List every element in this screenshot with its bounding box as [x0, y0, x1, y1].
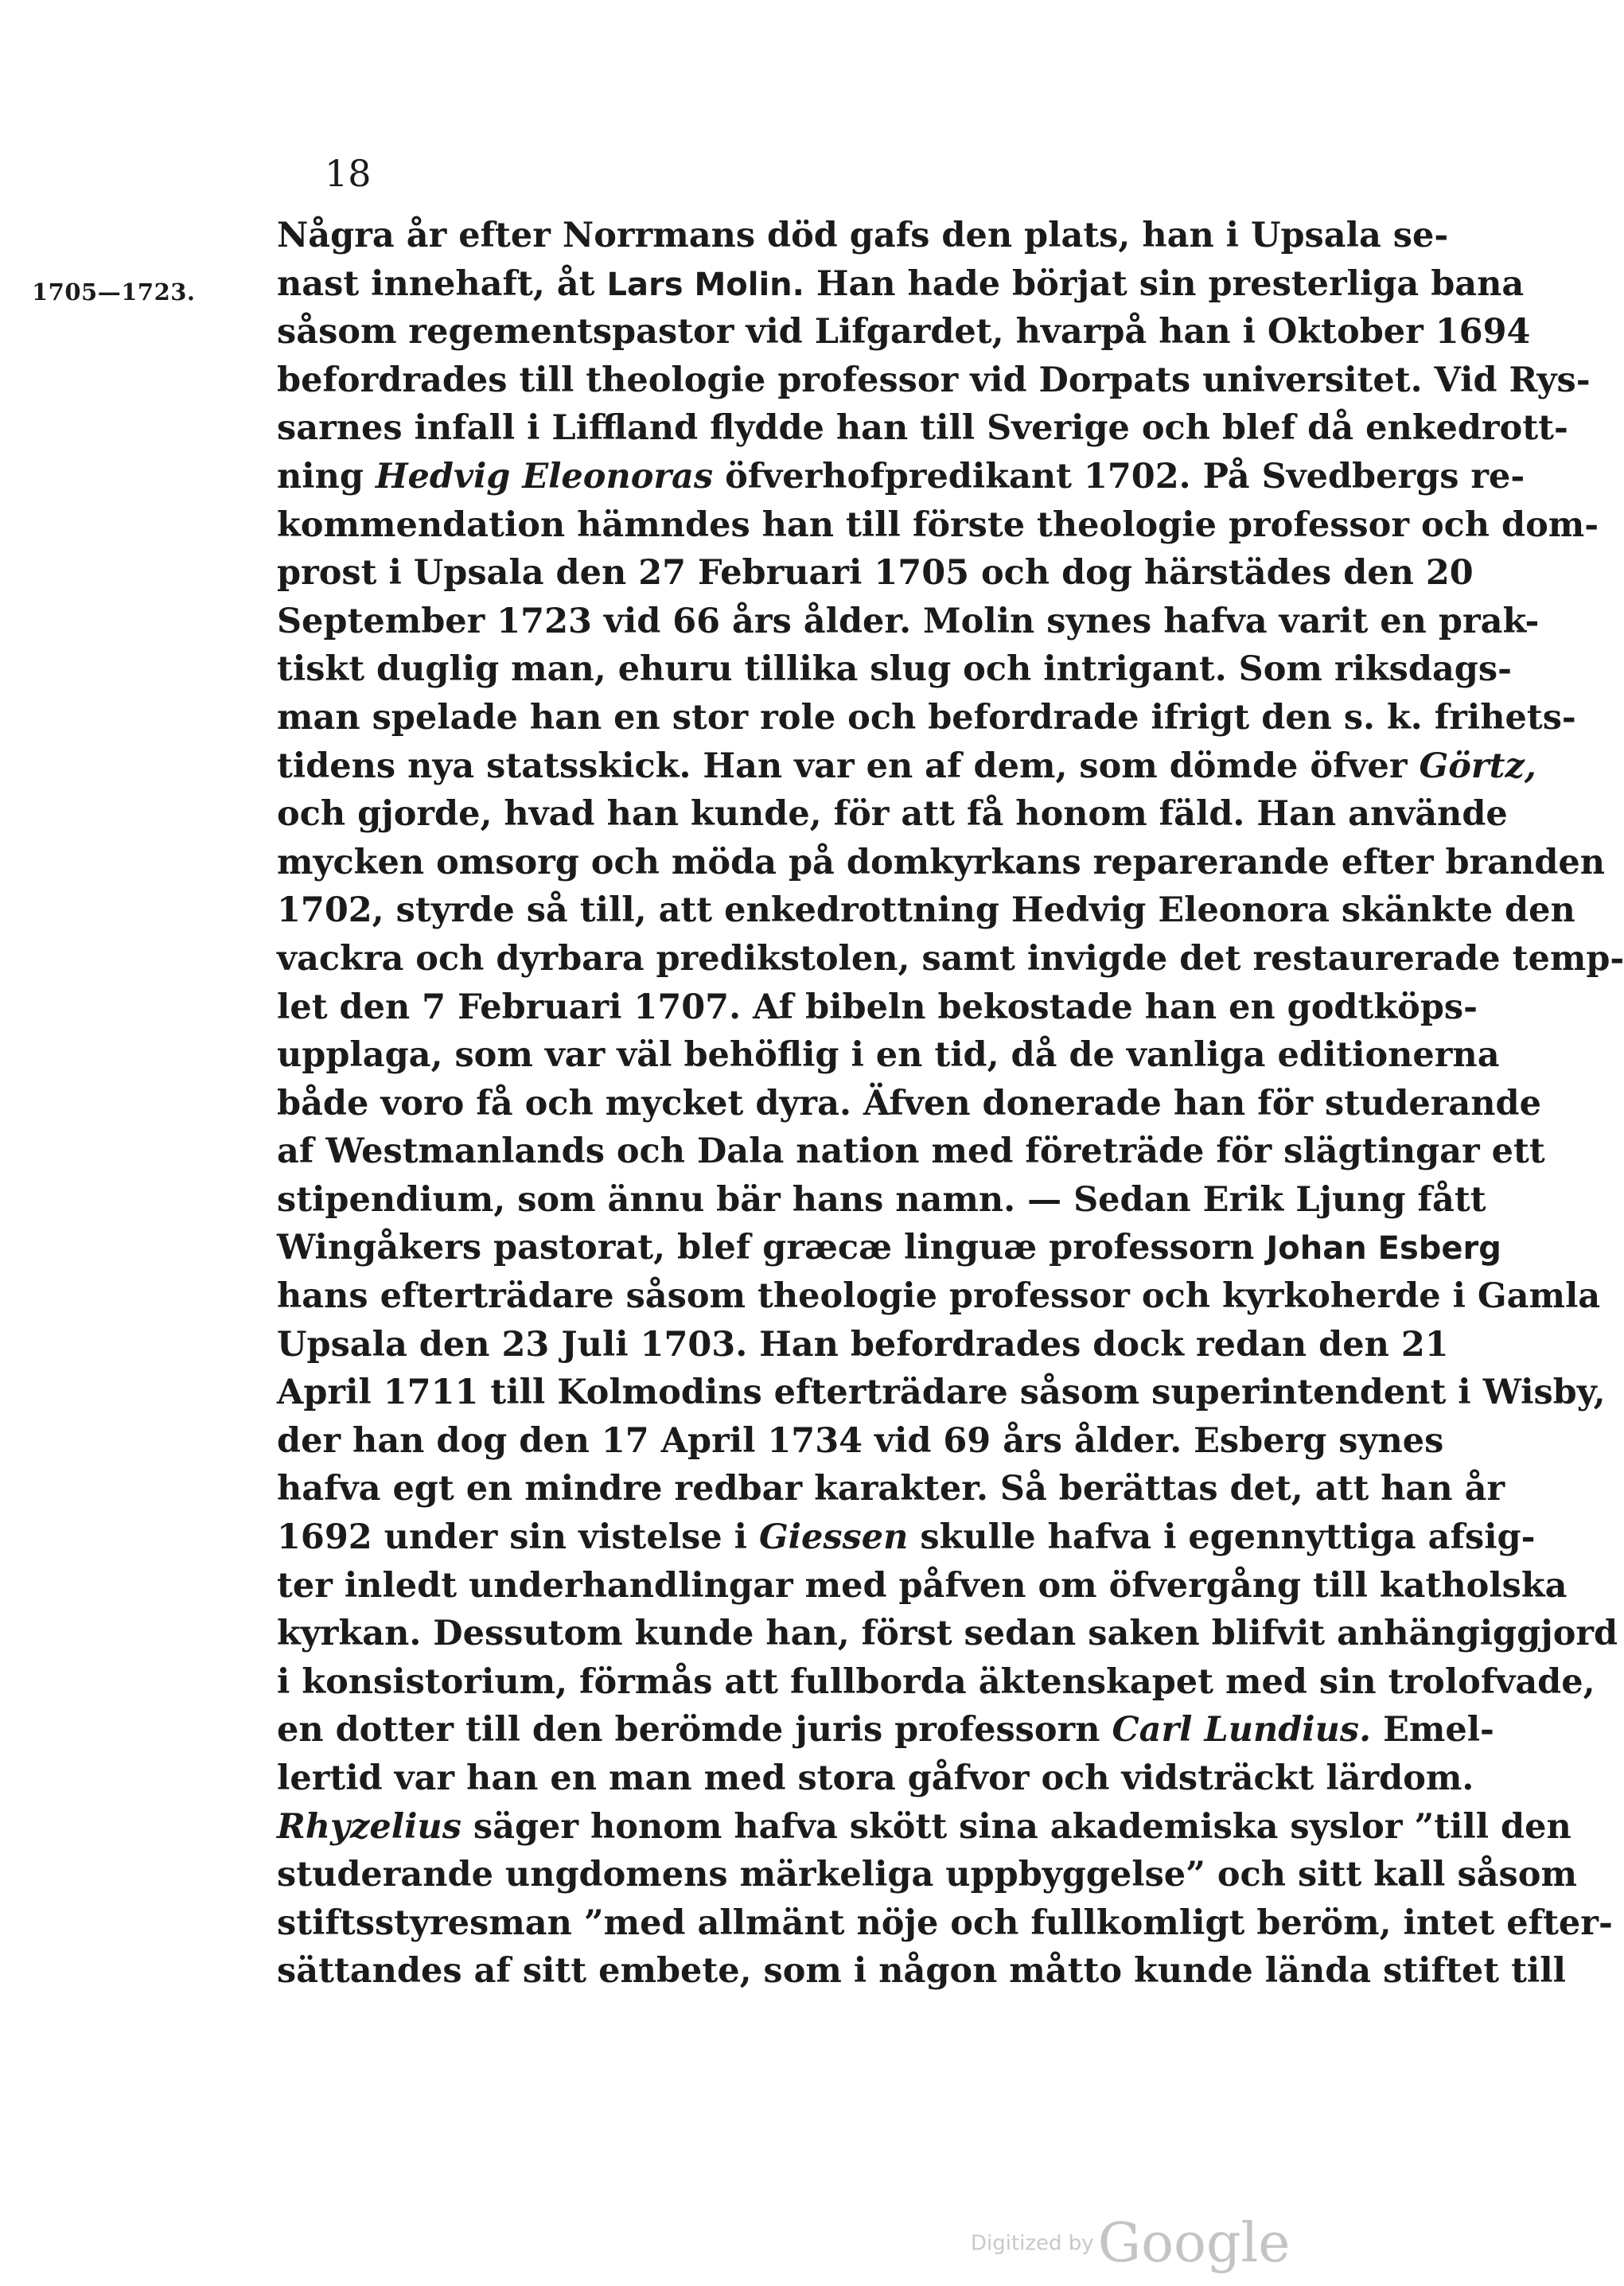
text-line: [277, 1706, 1494, 1754]
text-segment: tiskt duglig man, ehuru tillika slug och intrigant. Som riksdags-: [277, 649, 1512, 690]
italic-name: Hedvig Eleonoras: [375, 456, 714, 497]
text-segment: tidens nya statsskick. Han var en af dem, som dömde öfver: [277, 746, 1420, 786]
text-line: [277, 886, 1575, 935]
italic-name: Giessen: [758, 1517, 909, 1558]
text-line: [277, 1610, 1618, 1658]
text-segment: September 1723 vid 66 års ålder. Molin synes hafva varit en prak-: [277, 601, 1540, 641]
text-segment: både voro få och mycket dyra. Äfven donerade han för studerande: [277, 1083, 1541, 1124]
text-segment: nast innehaft, åt: [277, 263, 607, 304]
text-segment: ning: [277, 456, 376, 497]
text-segment: mycken omsorg och möda på domkyrkans reparerande efter branden: [277, 842, 1606, 882]
text-line: [277, 1272, 1601, 1321]
text-line: [277, 1803, 1571, 1852]
text-segment: Emel-: [1371, 1710, 1494, 1751]
text-segment: upplaga, som var väl behöflig i en tid, då de vanliga editionerna: [277, 1035, 1500, 1076]
spaced-name: Lars Molin.: [606, 266, 804, 303]
body-text: [277, 212, 1624, 1996]
text-line: [277, 694, 1576, 742]
text-line: [277, 356, 1591, 405]
text-line: [277, 1224, 1501, 1272]
digitized-by-label: Digitized by: [971, 2231, 1094, 2256]
text-segment: Några år efter Norrmans död gafs den plats, han i Upsala se-: [277, 216, 1449, 255]
text-line: [277, 742, 1536, 791]
text-segment: der han dog den 17 April 1734 vid 69 års ålder. Esberg synes: [277, 1420, 1444, 1461]
text-segment: skulle hafva i egennyttiga afsig-: [908, 1517, 1536, 1558]
text-line: [277, 549, 1474, 598]
text-line: [277, 790, 1508, 839]
text-segment: såsom regementspastor vid Lifgardet, hvarpå han i Oktober 1694: [277, 312, 1531, 352]
text-segment: befordrades till theologie professor vid Dorpats universitet. Vid Rys-: [277, 360, 1591, 400]
text-segment: Wingåkers pastorat, blef græcæ linguæ professorn: [277, 1228, 1267, 1268]
text-segment: stiftsstyresman ”med allmänt nöje och fullkomligt beröm, intet efter-: [277, 1902, 1613, 1943]
text-segment: en dotter till den berömde juris professorn: [277, 1710, 1112, 1751]
italic-name: Rhyzelius: [277, 1806, 461, 1847]
text-line: [277, 1947, 1566, 1996]
text-segment: i konsistorium, förmås att fullborda äktenskapet med sin trolofvade,: [277, 1661, 1595, 1702]
text-line: [277, 308, 1531, 356]
text-line: [277, 1899, 1613, 1948]
italic-name: Carl Lundius.: [1112, 1710, 1372, 1751]
text-line: [277, 404, 1568, 453]
text-segment: 1692 under sin vistelse i: [277, 1517, 759, 1558]
margin-date-note: 1705—1723.: [32, 278, 196, 306]
text-segment: öfverhofpredikant 1702. På Svedbergs re-: [713, 456, 1525, 497]
text-segment: hafva egt en mindre redbar karakter. Så berättas det, att han år: [277, 1469, 1505, 1509]
text-segment: kommendation hämndes han till förste theologie professor och dom-: [277, 504, 1599, 545]
page-number: 18: [325, 152, 372, 195]
text-line: [277, 212, 1449, 260]
text-line: [277, 1417, 1444, 1466]
text-line: [277, 1031, 1500, 1080]
google-logo-text: Google: [1097, 2212, 1291, 2275]
text-line: [277, 1754, 1474, 1803]
text-segment: säger honom hafva skött sina akademiska syslor ”till den: [461, 1806, 1571, 1847]
text-line: [277, 935, 1624, 983]
text-segment: Han hade börjat sin presterliga bana: [804, 263, 1525, 304]
text-segment: 1702, styrde så till, att enkedrottning Hedvig Eleonora skänkte den: [277, 890, 1575, 931]
text-segment: kyrkan. Dessutom kunde han, först sedan saken blifvit anhängiggjord: [277, 1614, 1618, 1654]
text-line: [277, 983, 1478, 1032]
text-segment: April 1711 till Kolmodins efterträdare såsom superintendent i Wisby,: [277, 1373, 1606, 1413]
text-segment: man spelade han en stor role och befordrade ifrigt den s. k. frihets-: [277, 697, 1576, 738]
text-line: [277, 1851, 1577, 1899]
text-segment: af Westmanlands och Dala nation med företräde för slägtingar ett: [277, 1131, 1545, 1172]
text-line: [277, 598, 1540, 646]
text-line: [277, 1562, 1568, 1610]
text-line: [277, 453, 1525, 501]
text-segment: sättandes af sitt embete, som i någon måtto kunde lända stiftet till: [277, 1951, 1566, 1992]
text-segment: let den 7 Februari 1707. Af bibeln bekostade han en godtköps-: [277, 987, 1478, 1027]
text-segment: studerande ungdomens märkeliga uppbyggelse” och sitt kall såsom: [277, 1855, 1577, 1895]
text-segment: vackra och dyrbara predikstolen, samt invigde det restaurerade temp-: [277, 938, 1624, 979]
text-line: [277, 839, 1606, 887]
text-line: [277, 1080, 1541, 1128]
text-line: [277, 1321, 1449, 1369]
text-segment: stipendium, som ännu bär hans namn. — Sedan Erik Ljung fått: [277, 1179, 1486, 1220]
text-segment: ter inledt underhandlingar med påfven om öfvergång till katholska: [277, 1565, 1568, 1606]
text-line: [277, 1465, 1505, 1513]
text-line: [277, 645, 1512, 694]
text-line: [277, 1513, 1536, 1562]
spaced-name: Johan Esberg: [1266, 1230, 1501, 1268]
text-segment: Upsala den 23 Juli 1703. Han befordrades dock redan den 21: [277, 1324, 1449, 1365]
text-line: [277, 1369, 1606, 1417]
text-line: [277, 1176, 1486, 1225]
text-line: [277, 1127, 1545, 1176]
text-line: [277, 260, 1525, 309]
text-segment: hans efterträdare såsom theologie professor och kyrkoherde i Gamla: [277, 1276, 1601, 1317]
text-segment: sarnes infall i Liffland flydde han till Sverige och blef då enkedrott-: [277, 408, 1568, 449]
text-line: [277, 1658, 1595, 1707]
digitized-watermark: [971, 2212, 1291, 2275]
italic-name: Görtz,: [1419, 746, 1536, 786]
text-segment: och gjorde, hvad han kunde, för att få honom fäld. Han använde: [277, 794, 1508, 835]
text-line: [277, 501, 1599, 550]
text-segment: lertid var han en man med stora gåfvor och vidsträckt lärdom.: [277, 1758, 1474, 1798]
text-segment: prost i Upsala den 27 Februari 1705 och dog härstädes den 20: [277, 553, 1474, 594]
